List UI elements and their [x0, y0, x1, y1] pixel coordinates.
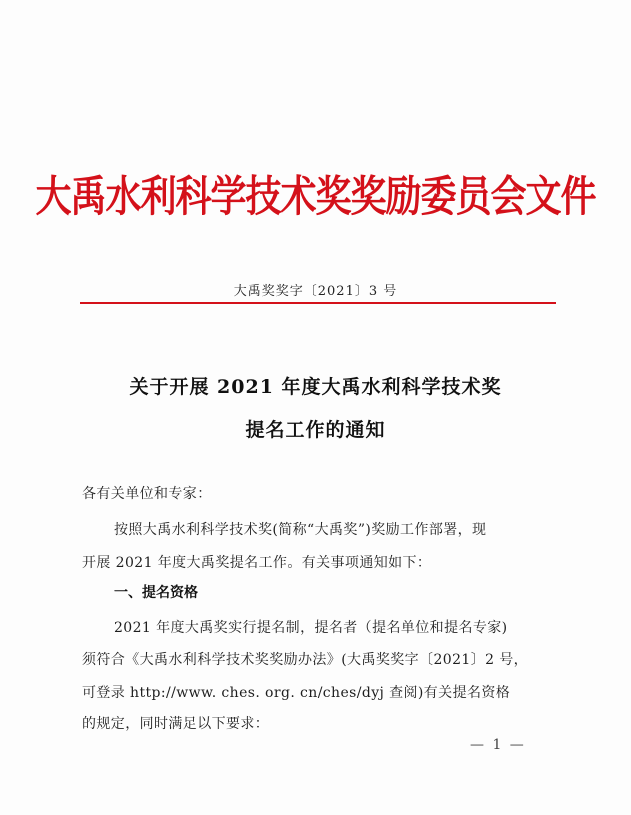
salutation: 各有关单位和专家： — [82, 486, 212, 502]
issuer-header: 大禹水利科学技术奖奖励委员会文件 — [35, 172, 596, 222]
notice-title-line-1: 关于开展 2021 年度大禹水利科学技术奖 — [129, 376, 502, 398]
paragraph-2-line-1: 2021 年度大禹奖实行提名制，提名者（提名单位和提名专家) — [114, 620, 508, 636]
paragraph-2-line-3: 可登录 http://www. ches. org. cn/ches/dyj 查阅)有关提名资格 — [82, 685, 511, 701]
notice-title-line-2: 提名工作的通知 — [245, 419, 386, 441]
paragraph-2-line-2: 须符合《大禹水利科学技术奖奖励办法》(大禹奖奖字〔2021〕2 号， — [82, 652, 529, 668]
paragraph-1-line-1: 按照大禹水利科学技术奖(简称“大禹奖”)奖励工作部署，现 — [114, 522, 487, 538]
red-divider-line — [80, 302, 556, 304]
page-number: — 1 — — [470, 737, 526, 753]
paragraph-2-line-4: 的规定，同时满足以下要求： — [82, 716, 270, 732]
document-number: 大禹奖奖字〔2021〕3 号 — [233, 284, 398, 299]
paragraph-1-line-2: 开展 2021 年度大禹奖提名工作。有关事项通知如下： — [82, 555, 432, 571]
section-1-heading: 一、提名资格 — [114, 585, 198, 601]
